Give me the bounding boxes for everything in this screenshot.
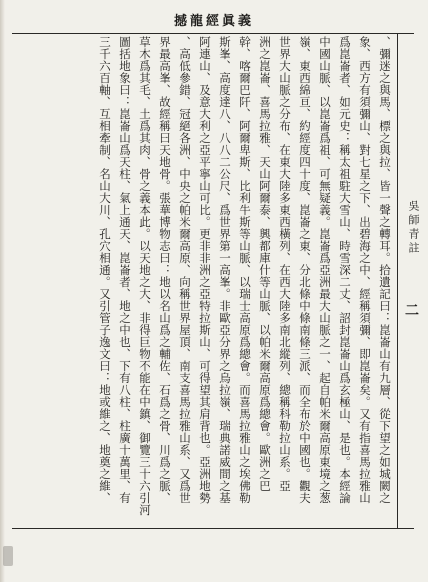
right-rule: [397, 33, 398, 528]
text-column: 阿連山、及意大利之亞平寧山可比。更非非洲之亞特拉斯山、可得望其肩背也。亞洲地勢: [198, 36, 212, 504]
author-note: 吳師青註: [407, 200, 420, 256]
text-column: 洲之崑崙、喜馬拉雅、天山阿爾泰、興都庫什等山脈、以帕米爾高原爲總會。歐洲之巴: [258, 36, 272, 492]
bottom-rule: [12, 528, 414, 529]
body-text: [14, 36, 395, 526]
text-column: 爲崑崙者、如元史：稱太祖駐大雪山、時雪深二丈、詔封崑崙山爲玄極山、是也。本經論: [338, 36, 352, 504]
text-column: 幹、喀爾巴阡、阿爾卑斯、比利牛斯等山脈、以瑞士高原爲總會。而喜馬拉雅山之埃佛勒: [238, 36, 252, 504]
ink-smudge: [3, 546, 13, 566]
page-edge-shadow: [0, 0, 5, 582]
text-column: 中國山脈、以崑崙爲祖、可無疑義。崑崙爲亞洲最大山脈之一、起自帕米爾高原東境之葱: [318, 36, 332, 504]
page-number: 二: [405, 303, 419, 319]
text-column: 世界大山脈之分布、在東大陸多東西橫列、在西大陸多南北縱列、總稱科勒拉山系。亞: [278, 36, 292, 492]
top-rule: [12, 33, 414, 34]
text-column: 、彌迷之與馬、標之與拉、皆一聲之轉耳。拾遺記曰：崑崙山有九層、從下望之如城闕之: [378, 36, 392, 504]
text-column: 、高低參錯、冠絕各洲、中央之帕米爾高原、向稱世界屋頂、南支喜馬拉雅山系、又爲世: [178, 36, 192, 504]
text-column: 斯峯、高度達八、八八二公尺、爲世界第一高峯。非歐亞分界之烏拉嶺、瑞典諾威間之基: [218, 36, 232, 504]
text-column: 象、西方有須彌山、對七星之下、出碧海之中、經稱須彌、即崑崙矣。又有指喜馬拉雅山: [358, 36, 372, 504]
text-column: 三千六百軸、互相牽制、名山大川、孔穴相通。又引管子逸文曰：地或維之、地奠之維、: [98, 36, 112, 504]
text-column: 界最高峯、故經稱曰天地骨。張華博物志曰：地以名山爲之輔佐、石爲之骨、川爲之脈、: [158, 36, 172, 504]
text-column: 草木爲其毛、土爲其肉、骨之義本此。以天地之大、非得巨物不能在中鎮、御覽三十六引河: [138, 36, 152, 516]
running-title: 撼龍經眞義: [173, 14, 254, 29]
text-column: 圖括地象曰：崑崙山爲天柱、氣上通天、崑崙者、地之中也、下有八柱、柱廣十萬里、有: [118, 36, 132, 504]
text-column: 嶺、東西綿亘、約經度四十度、崑崙之東、分北條中條南條三派、而全布於中國也。觀夫: [298, 36, 312, 504]
